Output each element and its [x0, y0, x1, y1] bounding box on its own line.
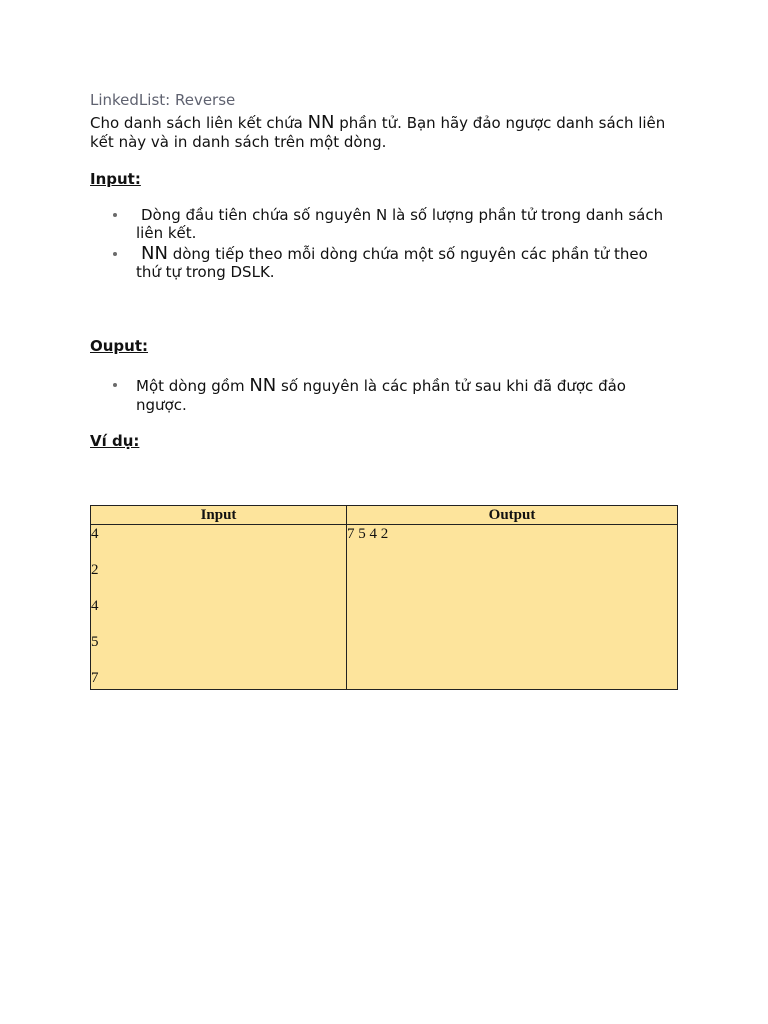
- statement-text-before: Cho danh sách liên kết chứa: [90, 114, 308, 132]
- input-heading: Input:: [90, 170, 141, 188]
- output-heading: Ouput:: [90, 337, 149, 355]
- example-heading: Ví dụ:: [90, 432, 140, 450]
- problem-statement: [90, 113, 680, 152]
- item-text-after: dòng tiếp theo mỗi dòng chứa một số nguyên các phần tử theo thứ tự trong DSLK.: [136, 245, 648, 281]
- bullet-icon: [113, 213, 117, 217]
- list-item: [90, 245, 676, 281]
- item-text-after: số nguyên là các phần tử sau khi đã được đảo ngược.: [136, 377, 626, 414]
- example-output-cell: [347, 525, 677, 689]
- bullet-icon: [113, 252, 117, 256]
- example-table: [90, 505, 678, 690]
- output-item-text: [136, 376, 676, 415]
- output-description-list: [90, 376, 676, 415]
- example-output-line: 7 5 4 2: [347, 526, 389, 542]
- problem-title: LinkedList: Reverse: [90, 91, 236, 109]
- table-header-output: Output: [347, 506, 677, 525]
- input-item-text: [136, 245, 676, 281]
- list-item: [90, 206, 676, 242]
- bullet-icon: [113, 383, 117, 387]
- example-input-cell: [91, 525, 347, 689]
- item-text-before: Một dòng gồm: [136, 377, 250, 395]
- table-header-input: Input: [91, 506, 347, 525]
- item-variable: NN: [249, 375, 277, 396]
- example-input-line: 4: [91, 598, 99, 614]
- statement-variable: NN: [307, 112, 335, 133]
- example-input-line: 2: [91, 562, 99, 578]
- input-item-text: Dòng đầu tiên chứa số nguyên N là số lượng phần tử trong danh sách liên kết.: [136, 206, 664, 242]
- list-item: [90, 376, 676, 415]
- statement-text-after: phần tử. Bạn hãy đảo ngược danh sách liên kết này và in danh sách trên một dòng.: [90, 114, 666, 151]
- example-input-line: 4: [91, 526, 99, 542]
- example-input-line: 7: [91, 670, 99, 686]
- example-input-line: 5: [91, 634, 99, 650]
- input-description-list: [90, 206, 676, 281]
- item-variable: NN: [141, 243, 168, 264]
